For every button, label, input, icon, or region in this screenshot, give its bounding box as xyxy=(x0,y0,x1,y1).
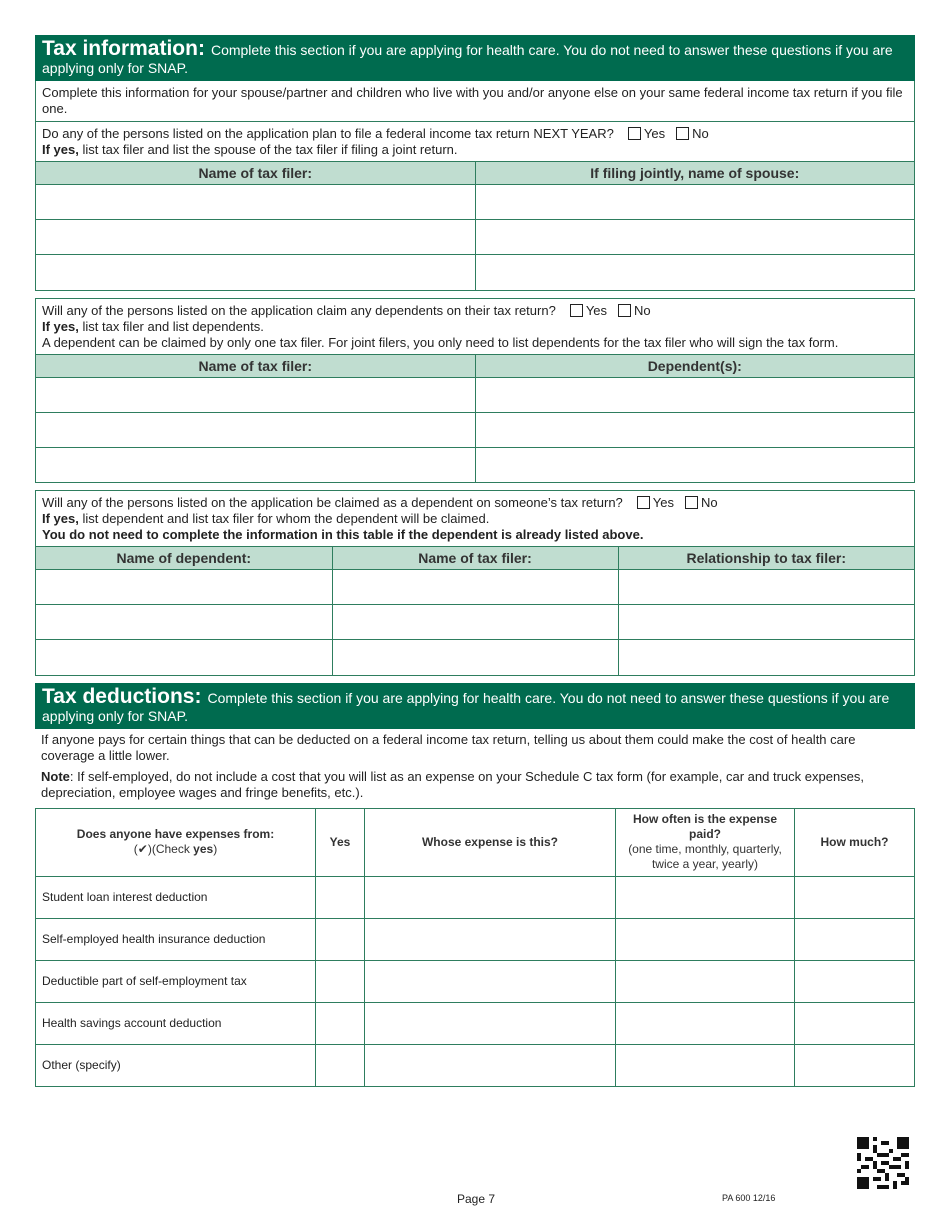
col-much: How much? xyxy=(795,808,915,876)
page-number: Page 7 xyxy=(457,1192,496,1206)
q3-ifyes-text: list dependent and list tax filer for whom the dependent will be claimed. xyxy=(78,511,490,526)
q1-ifyes-bold: If yes, xyxy=(42,142,79,157)
deductions-table xyxy=(35,808,915,1087)
q2-note: A dependent can be claimed by only one tax filer. For joint filers, you only need to list dependents for the tax filer who will sign the tax form. xyxy=(42,334,839,350)
much-cell[interactable] xyxy=(795,1002,915,1044)
q3-col-tax-filer: Name of tax filer: xyxy=(332,547,618,570)
q3-col-dependent: Name of dependent: xyxy=(36,547,332,570)
whose-cell[interactable] xyxy=(365,960,616,1002)
often-cell[interactable] xyxy=(616,1044,795,1086)
row-label: Other (specify) xyxy=(36,1044,316,1086)
q2-yes-checkbox[interactable] xyxy=(570,304,583,317)
q1-no-checkbox[interactable] xyxy=(676,127,689,140)
form-code: PA 600 12/16 xyxy=(722,1193,776,1203)
input-cell[interactable] xyxy=(475,447,914,482)
table-row xyxy=(36,412,914,447)
q3-question: Will any of the persons listed on the application be claimed as a dependent on someone’s tax return? xyxy=(42,495,623,510)
tax-deductions-intro: If anyone pays for certain things that can be deducted on a federal income tax return, telling us about them could make the cost of health care coverage a little lower. xyxy=(41,731,856,763)
note-label: Note xyxy=(41,768,70,784)
input-cell[interactable] xyxy=(36,185,475,220)
q3-table xyxy=(36,546,914,675)
q3-ifyes-bold: If yes, xyxy=(42,511,79,526)
often-cell[interactable] xyxy=(616,960,795,1002)
table-row xyxy=(36,960,915,1002)
q2-ifyes-bold: If yes, xyxy=(42,318,79,334)
col-expenses-line2-post: ) xyxy=(213,842,218,856)
input-cell[interactable] xyxy=(36,377,475,412)
tax-info-intro: Complete this information for your spouse/partner and children who live with you and/or anyone else on your same federal income tax return if you file one. xyxy=(42,85,903,116)
col-whose: Whose expense is this? xyxy=(365,808,616,876)
often-cell[interactable] xyxy=(616,1002,795,1044)
input-cell[interactable] xyxy=(36,447,475,482)
whose-cell[interactable] xyxy=(365,876,616,918)
q1-yes-checkbox[interactable] xyxy=(628,127,641,140)
col-expenses-line2-bold: yes xyxy=(193,842,214,856)
q3-yes-checkbox[interactable] xyxy=(637,496,650,509)
col-expenses-line1: Does anyone have expenses from: xyxy=(76,827,275,841)
table-row xyxy=(36,377,914,412)
tax-info-subtitle: Complete this section if you are applying for health care. You do not need to answer these questions if you are applying only for SNAP. xyxy=(42,42,893,76)
q1-col-tax-filer: Name of tax filer: xyxy=(36,162,475,185)
input-cell[interactable] xyxy=(475,185,914,220)
much-cell[interactable] xyxy=(795,960,915,1002)
often-cell[interactable] xyxy=(616,876,795,918)
row-label: Health savings account deduction xyxy=(36,1002,316,1044)
often-cell[interactable] xyxy=(616,918,795,960)
much-cell[interactable] xyxy=(795,918,915,960)
table-row xyxy=(36,570,914,605)
table-row xyxy=(36,447,914,482)
col-expenses xyxy=(36,808,316,876)
col-often-bold: How often is the expense paid? xyxy=(632,812,778,841)
yes-cell[interactable] xyxy=(316,876,365,918)
q2-col-dependents: Dependent(s): xyxy=(475,354,914,377)
q1-question: Do any of the persons listed on the application plan to file a federal income tax return NEXT YEAR? xyxy=(42,126,614,141)
input-cell[interactable] xyxy=(332,640,618,675)
whose-cell[interactable] xyxy=(365,1044,616,1086)
input-cell[interactable] xyxy=(475,255,914,290)
yes-cell[interactable] xyxy=(316,960,365,1002)
input-cell[interactable] xyxy=(36,255,475,290)
input-cell[interactable] xyxy=(36,605,332,640)
input-cell[interactable] xyxy=(36,220,475,255)
input-cell[interactable] xyxy=(36,412,475,447)
table-row xyxy=(36,918,915,960)
q2-question: Will any of the persons listed on the application claim any dependents on their tax return? xyxy=(42,302,556,318)
row-label: Deductible part of self-employment tax xyxy=(36,960,316,1002)
col-expenses-line2-pre: (✔)(Check xyxy=(133,842,194,856)
table-row xyxy=(36,640,914,675)
input-cell[interactable] xyxy=(475,220,914,255)
whose-cell[interactable] xyxy=(365,1002,616,1044)
q1-table xyxy=(36,161,914,290)
tax-info-title: Tax information: xyxy=(42,37,205,60)
input-cell[interactable] xyxy=(332,605,618,640)
table-row xyxy=(36,255,914,290)
q2-table xyxy=(36,354,914,483)
row-label: Student loan interest deduction xyxy=(36,876,316,918)
q1-yes-label: Yes xyxy=(643,126,666,141)
input-cell[interactable] xyxy=(332,570,618,605)
q3-yes-label: Yes xyxy=(652,495,675,510)
q3-note: You do not need to complete the information in this table if the dependent is already listed above. xyxy=(42,527,644,542)
q3-no-label: No xyxy=(701,495,718,510)
col-yes: Yes xyxy=(316,808,365,876)
col-often-norm: (one time, monthly, quarterly, twice a year, yearly) xyxy=(628,842,782,871)
tax-info-header xyxy=(35,35,915,81)
input-cell[interactable] xyxy=(475,412,914,447)
q2-ifyes-text: list tax filer and list dependents. xyxy=(78,318,264,334)
input-cell[interactable] xyxy=(36,640,332,675)
input-cell[interactable] xyxy=(618,640,914,675)
tax-deductions-title: Tax deductions: xyxy=(42,684,202,708)
input-cell[interactable] xyxy=(475,377,914,412)
table-row xyxy=(36,605,914,640)
q1-ifyes-text: list tax filer and list the spouse of the tax filer if filing a joint return. xyxy=(78,142,458,157)
much-cell[interactable] xyxy=(795,876,915,918)
whose-cell[interactable] xyxy=(365,918,616,960)
q2-yes-label: Yes xyxy=(585,302,608,318)
q3-no-checkbox[interactable] xyxy=(685,496,698,509)
yes-cell[interactable] xyxy=(316,1044,365,1086)
input-cell[interactable] xyxy=(36,570,332,605)
form-page xyxy=(35,35,915,1087)
note-text: : If self-employed, do not include a cost that you will list as an expense on your Schedule C tax form (for example, car and truck expenses, depreciation, employee wages and fringe benefits, etc.). xyxy=(41,768,865,800)
table-row xyxy=(36,876,915,918)
much-cell[interactable] xyxy=(795,1044,915,1086)
input-cell[interactable] xyxy=(618,605,914,640)
table-row xyxy=(36,220,914,255)
q1-no-label: No xyxy=(692,126,709,141)
col-often xyxy=(616,808,795,876)
input-cell[interactable] xyxy=(618,570,914,605)
q2-no-label: No xyxy=(634,302,651,318)
tax-deductions-note xyxy=(35,767,915,808)
yes-cell[interactable] xyxy=(316,918,365,960)
row-label: Self-employed health insurance deduction xyxy=(36,918,316,960)
q1-col-spouse: If filing jointly, name of spouse: xyxy=(475,162,914,185)
q2-col-tax-filer: Name of tax filer: xyxy=(36,354,475,377)
qr-code-icon xyxy=(857,1137,909,1189)
q3-col-relationship: Relationship to tax filer: xyxy=(618,547,914,570)
table-row xyxy=(36,1044,915,1086)
q2-no-checkbox[interactable] xyxy=(618,304,631,317)
table-row xyxy=(36,185,914,220)
tax-deductions-header xyxy=(35,683,915,729)
yes-cell[interactable] xyxy=(316,1002,365,1044)
tax-deductions-subtitle: Complete this section if you are applying for health care. You do not need to answer these questions if you are applying only for SNAP. xyxy=(42,689,890,724)
table-row xyxy=(36,1002,915,1044)
